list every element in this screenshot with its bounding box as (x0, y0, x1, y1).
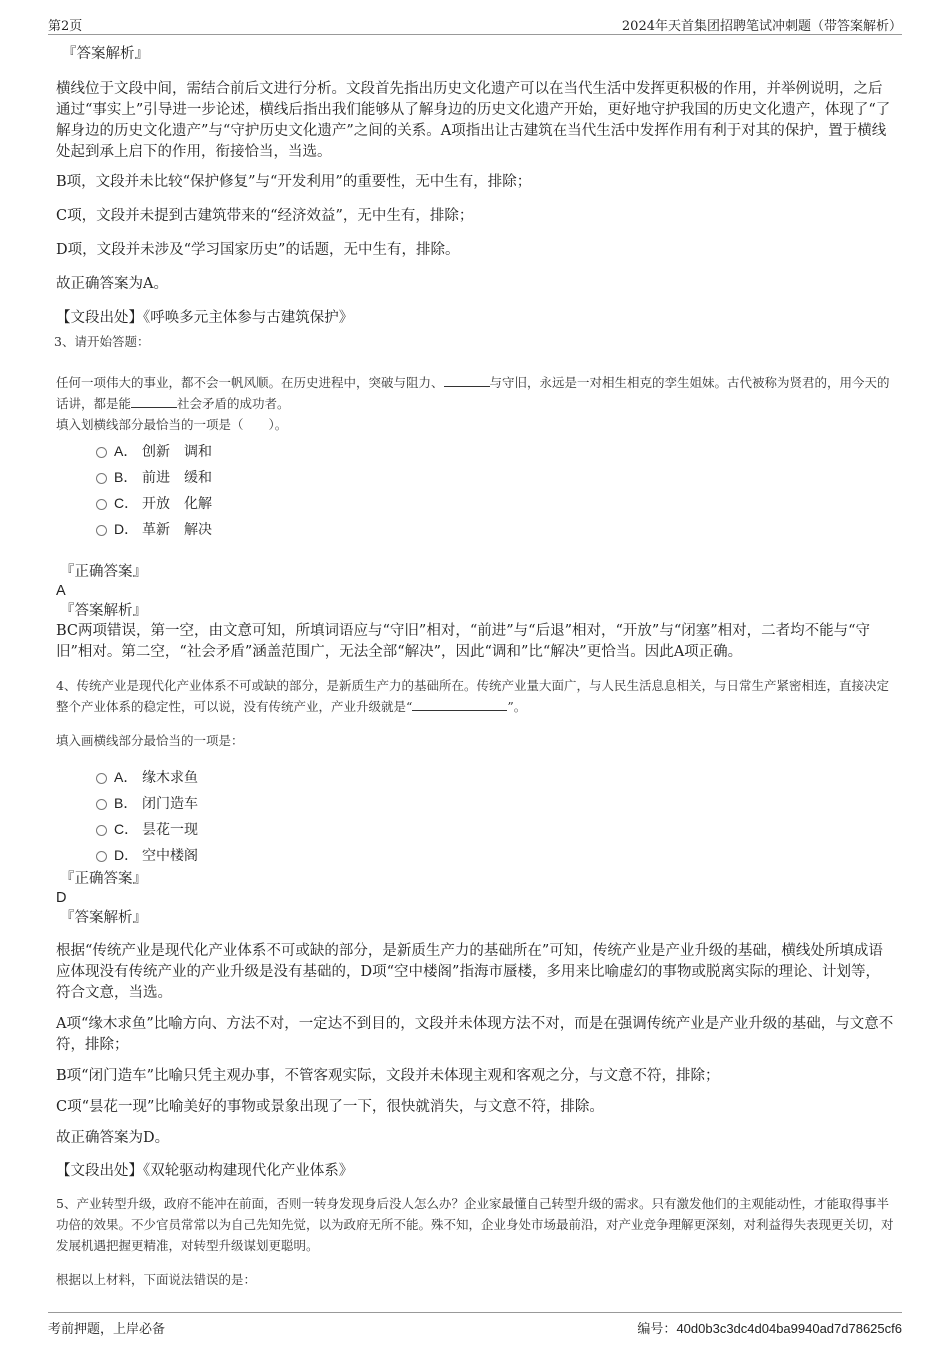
option-d[interactable]: D． 空中楼阁 (56, 842, 894, 868)
correct-answer-label: 『正确答案』 (60, 871, 147, 887)
option-list (56, 764, 894, 868)
document-code: 编号：40d0b3c3dc4d04ba9940ad7d78625cf6 (637, 1321, 902, 1336)
footer-slogan: 考前押题，上岸必备 (48, 1322, 166, 1337)
analysis-paragraph: C项，文段并未提到古建筑带来的“经济效益”，无中生有，排除； (56, 208, 474, 224)
answer-analysis-label: 『答案解析』 (62, 46, 149, 62)
document-body (56, 44, 894, 1290)
page-number: 第2页 (48, 19, 83, 34)
analysis-paragraph: BC两项错误，第一空，由文意可知，所填词语应与“守旧”相对，“前进”与“后退”相对，“开放”与“闭塞”相对，二者均不能与“守旧”相对。第二空，“社会矛盾”涵盖范围广，无法全部“解决”，因此“调和”比“解决”更恰当。因此A项正确。 (56, 623, 871, 660)
question-prompt: 填入划横线部分最恰当的一项是（ ）。 (56, 417, 288, 432)
radio-icon[interactable] (96, 799, 107, 810)
correct-answer: D (56, 890, 67, 906)
question-stem: 任何一项伟大的事业，都不会一帆风顺。在历史进程中，突破与阻力、 与守旧，永远是一对相生相克的孪生姐妹。古代被称为贤君的，用今天的话讲，都是能 社会矛盾的成功者。 (56, 375, 890, 411)
option-c[interactable]: C． 昙花一现 (56, 816, 894, 842)
fill-blank (444, 374, 490, 387)
option-d[interactable]: D． 革新 解决 (56, 516, 894, 542)
option-a[interactable]: A． 创新 调和 (56, 438, 894, 464)
answer-analysis-label: 『答案解析』 (60, 910, 147, 926)
correct-answer-label: 『正确答案』 (60, 564, 147, 580)
page-footer (48, 1312, 902, 1335)
analysis-paragraph: A项“缘木求鱼”比喻方向、方法不对，一定达不到目的，文段并未体现方法不对，而是在强调传统产业是产业升级的基础，与文意不符，排除； (56, 1016, 894, 1053)
radio-icon[interactable] (96, 473, 107, 484)
radio-icon[interactable] (96, 525, 107, 536)
question-stem: 4、传统产业是现代化产业体系不可或缺的部分，是新质生产力的基础所在。传统产业量大面广，与人民生活息息相关，与日常生产紧密相连，直接决定整个产业体系的稳定性，可以说，没有传统产业，产业升级就是“ ”。 (56, 678, 889, 714)
correct-answer: A (56, 583, 66, 599)
option-b[interactable]: B． 前进 缓和 (56, 464, 894, 490)
radio-icon[interactable] (96, 825, 107, 836)
option-a[interactable]: A． 缘木求鱼 (56, 764, 894, 790)
question-prompt: 根据以上材料，下面说法错误的是： (56, 1272, 257, 1287)
radio-icon[interactable] (96, 499, 107, 510)
option-b[interactable]: B． 闭门造车 (56, 790, 894, 816)
analysis-paragraph: D项，文段并未涉及“学习国家历史”的话题，无中生有，排除。 (56, 242, 460, 258)
option-c[interactable]: C． 开放 化解 (56, 490, 894, 516)
question-prompt: 填入画横线部分最恰当的一项是： (56, 733, 244, 748)
radio-icon[interactable] (96, 447, 107, 458)
analysis-paragraph: B项，文段并未比较“保护修复”与“开发利用”的重要性，无中生有，排除； (56, 174, 532, 190)
option-list (56, 438, 894, 542)
document-title: 2024年天首集团招聘笔试冲刺题（带答案解析） (621, 19, 902, 34)
radio-icon[interactable] (96, 773, 107, 784)
page-header (48, 14, 902, 35)
question-stem: 5、产业转型升级，政府不能冲在前面，否则一转身发现身后没人怎么办？企业家最懂自己转型升级的需求。只有激发他们的主观能动性，才能取得事半功倍的效果。不少官员常常以为自己先知先觉，以为政府无所不能。殊不知，企业身处市场最前沿，对产业竞争理解更深刻，对利益得失表现更关切，对发展机遇把握更精准，对转型升级谋划更聪明。 (56, 1196, 894, 1253)
analysis-paragraph: C项“昙花一现”比喻美好的事物或景象出现了一下，很快就消失，与文意不符，排除。 (56, 1099, 604, 1115)
radio-icon[interactable] (96, 851, 107, 862)
passage-source: 【文段出处】《双轮驱动构建现代化产业体系》 (56, 1163, 354, 1179)
question-number: 3、请开始答题： (54, 334, 150, 349)
passage-source: 【文段出处】《呼唤多元主体参与古建筑保护》 (56, 310, 354, 326)
fill-blank (412, 698, 507, 711)
analysis-paragraph: 故正确答案为D。 (56, 1130, 170, 1146)
analysis-paragraph: 根据“传统产业是现代化产业体系不可或缺的部分，是新质生产力的基础所在”可知，传统产业是产业升级的基础，横线处所填成语应体现没有传统产业的产业升级是没有基础的，D项“空中楼阁”指海市蜃楼，多用来比喻虚幻的事物或脱离实际的理论、计划等，符合文意，当选。 (56, 943, 883, 1001)
answer-analysis-label: 『答案解析』 (60, 603, 147, 619)
fill-blank (131, 395, 177, 408)
analysis-paragraph: B项“闭门造车”比喻只凭主观办事，不管客观实际，文段并未体现主观和客观之分，与文意不符，排除； (56, 1068, 720, 1084)
analysis-paragraph: 横线位于文段中间，需结合前后文进行分析。文段首先指出历史文化遗产可以在当代生活中发挥更积极的作用，并举例说明，之后通过“事实上”引导进一步论述，横线后指出我们能够从了解身边的历史文化遗产开始，更好地守护我国的历史文化遗产，体现了“了解身边的历史文化遗产”与“守护历史文化遗产”之间的关系。A项指出让古建筑在当代生活中发挥作用有利于对其的保护，置于横线处起到承上启下的作用，衔接恰当，当选。 (56, 81, 891, 160)
analysis-paragraph: 故正确答案为A。 (56, 276, 168, 292)
